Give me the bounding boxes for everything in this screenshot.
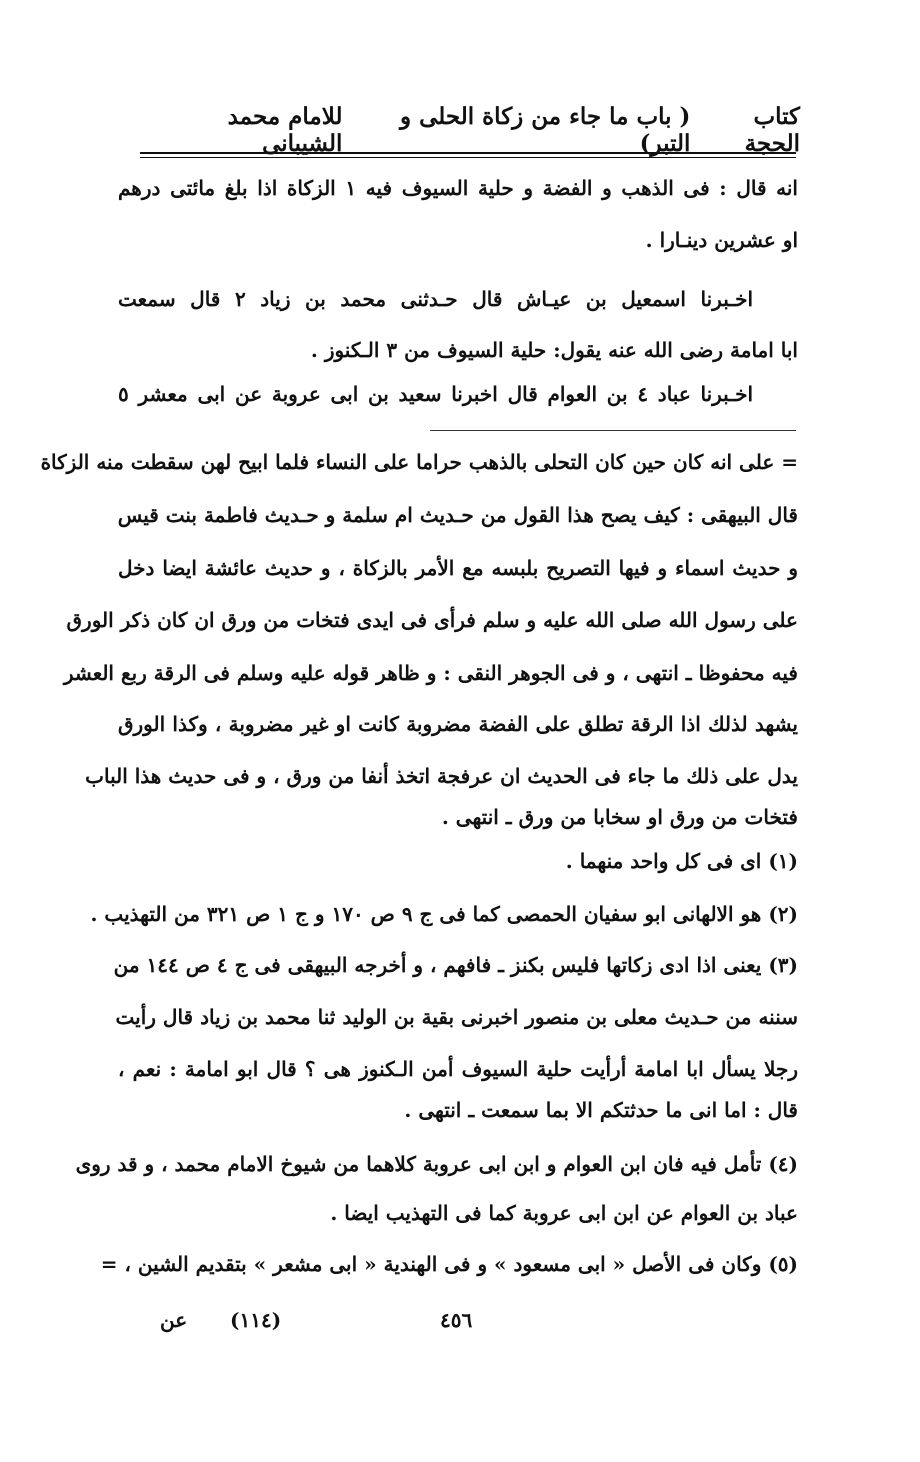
sheet-number: (١١٤)	[230, 1308, 282, 1332]
page-number: ٤٥٦	[440, 1308, 473, 1332]
main-text-line: او عشرين دينـارا .	[645, 228, 798, 252]
footnote-line: (٤) تأمل فيه فان ابن العوام و ابن ابى عروبة كلاهما من شيوخ الامام محمد ، و قد روى	[75, 1152, 798, 1176]
footnote-line: يدل على ذلك ما جاء فى الحديث ان عرفجة اتخذ أنفا من ورق ، و فى حديث هذا الباب	[85, 764, 798, 788]
footnote-line: يشهد لذلك اذا الرقة تطلق على الفضة مضروبة كانت او غير مضروبة ، وكذا الورق	[118, 712, 798, 736]
main-text-line: انه قال : فى الذهب و الفضة و حلية السيوف فيه ١ الزكاة اذا بلغ مائتى درهم	[118, 176, 798, 200]
main-text-line: اخـبرنا اسمعيل بن عيـاش قال حـدثنى محمد بن زياد ٢ قال سمعت	[118, 287, 754, 311]
footnote-line: (٢) هو الالهانى ابو سفيان الحمصى كما فى ج ٩ ص ١٧٠ و ج ١ ص ٣٢١ من التهذيب .	[90, 902, 798, 926]
main-text-line: اخـبرنا عباد ٤ بن العوام قال اخبرنا سعيد بن ابى عروبة عن ابى معشر ٥	[118, 382, 753, 406]
footnote-line: رجلا يسأل ابا امامة أرأيت حلية السيوف أمن الـكنوز هى ؟ قال ابو امامة : نعم ،	[118, 1057, 798, 1081]
catchword: عن	[160, 1308, 188, 1332]
footnote-line: فتخات من ورق او سخابا من ورق ـ انتهى .	[441, 805, 798, 829]
header-book-title: كتاب الحجة	[744, 103, 800, 157]
footnote-line: على رسول الله صلى الله عليه و سلم فرأى فى ايدى فتخات من ورق ان كان ذكر الورق	[66, 608, 798, 632]
footnote-line: (٣) يعنى اذا ادى زكاتها فليس بكنز ـ فافهم ، و أخرجه البيهقى فى ج ٤ ص ١٤٤ من	[113, 953, 798, 977]
footnote-line: = على انه كان حين كان التحلى بالذهب حراما على النساء فلما ابيح لهن سقطت منه الزكاة	[40, 450, 798, 474]
running-header	[140, 103, 800, 157]
footnote-line: عباد بن العوام عن ابن ابى عروبة كما فى التهذيب ايضا .	[330, 1201, 798, 1225]
main-text-line: ابا امامة رضى الله عنه يقول: حلية السيوف من ٣ الـكنوز .	[310, 338, 798, 362]
footnote-line: (٥) وكان فى الأصل « ابى مسعود » و فى الهندية « ابى مشعر » بتقديم الشين ، =	[100, 1252, 798, 1276]
header-rule-thin	[140, 157, 796, 158]
footnote-line: قال البيهقى : كيف يصح هذا القول من حـديث ام سلمة و حـديث فاطمة بنت قيس	[117, 503, 798, 527]
footnote-separator	[430, 430, 796, 431]
footnote-line: فيه محفوظا ـ انتهى ، و فى الجوهر النقى : و ظاهر قوله عليه وسلم فى الرقة ربع العشر	[63, 661, 798, 685]
footnote-line: (١) اى فى كل واحد منهما .	[565, 849, 798, 873]
page-footer	[140, 1308, 500, 1340]
footnote-line: سننه من حـديث معلى بن منصور اخبرنى بقية بن الوليد ثنا محمد بن زياد قال رأيت	[115, 1005, 798, 1029]
footnote-line: و حديث اسماء و فيها التصريح بلبسه مع الأمر بالزكاة ، و حديث عائشة ايضا دخل	[118, 556, 798, 580]
header-chapter-title: ( باب ما جاء من زكاة الحلى و التبر)	[399, 103, 691, 157]
footnote-line: قال : اما انى ما حدثتكم الا بما سمعت ـ انتهى .	[404, 1098, 798, 1122]
header-author: للامام محمد الشيبانى	[227, 103, 343, 157]
header-rule-thick	[140, 152, 796, 154]
